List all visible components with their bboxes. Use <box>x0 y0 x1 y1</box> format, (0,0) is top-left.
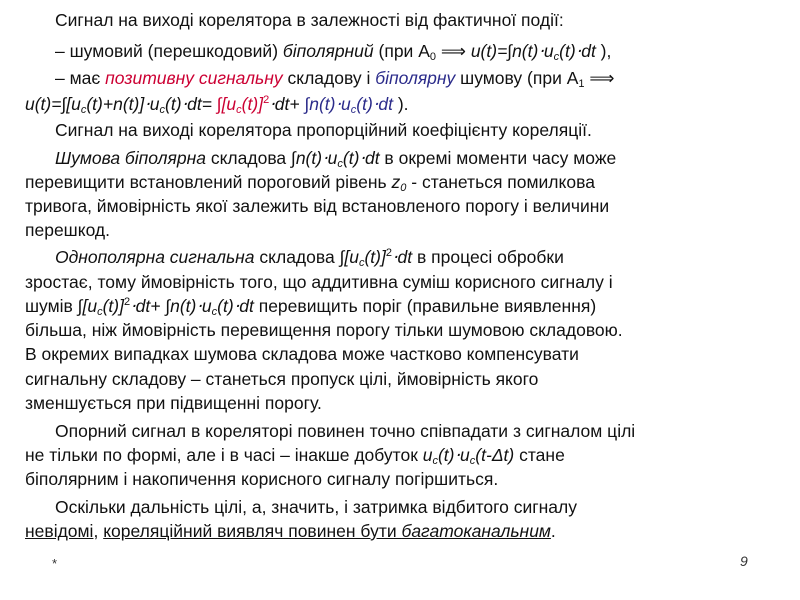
paragraph-4: Сигнал на виході корелятора пропорційний коефіцієнту кореляції. <box>55 120 592 140</box>
footer-star: * <box>52 556 58 571</box>
paragraph-2: – шумовий (перешкодовий) біполярний (при $А_0$ ⟹ $u(t)=\int n(t)\cdot u_c(t)\cdot dt$ ), <box>55 41 612 63</box>
slide: Сигнал на виході корелятора в залежності від фактичної події: – шумовий (перешкодовий) біполярний (при $А_0$ ⟹ $u(t)=\int n(t)\cdot u_c(t)\cdot dt$ ), – має позитивну сигнальну складову і біполярну шумову (при $А_1$ ⟹ $u(t)=\int[u_c(t)+n(t)]\cdot u_c(t)\cdot dt= \int[u_c(t)]^2\cdot dt+ \int n(t)\cdot u_c(t)\cdot dt$ ). Сигнал на виході корелятора пропорційний коефіцієнту кореляції. Шумова біполярна складова $\int n(t)\cdot u_c(t)\cdot dt$ в окремі моменти часу може перевищити встановлений пороговий рівень $z_0$ - станеться помилкова тривога, ймовірність якої залежить від встановленого порогу і величини перешкод. Однополярна сигнальна складова $\int[u_c(t)]^2\cdot dt$ в процесі обробки зростає, тому ймовірність того, що аддитивна суміш корисного сигналу і шумів $\int[u_c(t)]^2\cdot dt+ \int n(t)\cdot u_c(t)\cdot dt$ перевищить поріг (правильне виявлення) більша, ніж ймовірність перевищення порогу тільки шумовою складовою. В окремих випадках шумова складова може частково компенсувати сигнальну складову – станеться пропуск цілі, ймовірність якого зменшується при підвищенні порогу. Опорний сигнал в кореляторі повинен точно співпадати з сигналом цілі не тільки по формі, але і в часі – інакше добуток $u_c(t)\cdot u_c(t-\Delta t)$ стане біполярним і накопичення корисного сигналу погіршиться. Оскільки дальність цілі, а, значить, і затримка відбитого сигналу невідомі, кореляційний виявляч повинен бути багатоканальним. * 9 <box>0 0 800 600</box>
paragraph-3: – має позитивну сигнальну складову і біполярну шумову (при $А_1$ ⟹ <box>55 68 615 90</box>
paragraph-3-formula: $u(t)=\int[u_c(t)+n(t)]\cdot u_c(t)\cdot dt= \int[u_c(t)]^2\cdot dt+ \int n(t)\cdot u_c(t)\cdot dt$ ). <box>25 94 409 116</box>
paragraph-1: Сигнал на виході корелятора в залежності від фактичної події: <box>55 10 564 30</box>
page-number: 9 <box>740 553 748 569</box>
